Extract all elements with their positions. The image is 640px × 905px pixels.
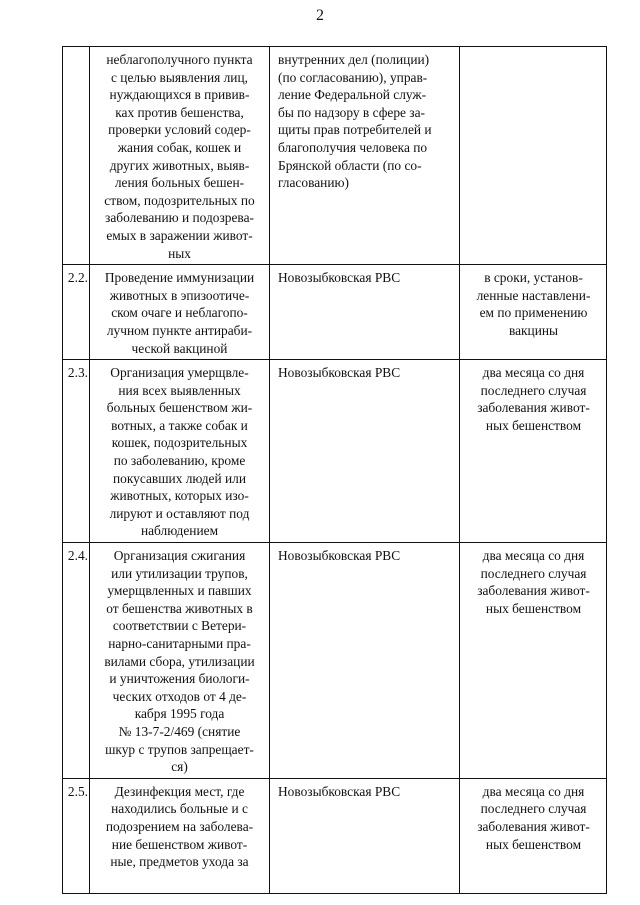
- responsible-executor: Новозыбковская РВС: [270, 360, 460, 543]
- measures-table: [62, 46, 607, 894]
- deadline: [460, 47, 607, 265]
- deadline: в сроки, установ- ленные наставлени- ем по применению вакцины: [460, 265, 607, 360]
- table-row: [63, 360, 607, 543]
- measure-description: Организация сжигания или утилизации трупов, умерщвленных и павших от бешенства животных в соответствии с Ветери- нарно-санитарными пра- вилами сбора, утилизации и уничтожения биологи- ческих отходов от 4 де- кабря 1995 года № 13-7-2/469 (снятие шкур с трупов запрещает- ся): [90, 543, 270, 779]
- table-row: [63, 543, 607, 779]
- page-number: 2: [316, 7, 324, 24]
- table-row: [63, 778, 607, 893]
- item-number: 2.3.: [63, 360, 90, 543]
- table-row: [63, 265, 607, 360]
- item-number: 2.2.: [63, 265, 90, 360]
- table-row: [63, 47, 607, 265]
- responsible-executor: Новозыбковская РВС: [270, 265, 460, 360]
- item-number: [63, 47, 90, 265]
- deadline: два месяца со дня последнего случая заболевания живот- ных бешенством: [460, 360, 607, 543]
- deadline: два месяца со дня последнего случая заболевания живот- ных бешенством: [460, 543, 607, 779]
- responsible-executor: Новозыбковская РВС: [270, 543, 460, 779]
- measure-description: Дезинфекция мест, где находились больные и с подозрением на заболева- ние бешенством живот- ные, предметов ухода за: [90, 778, 270, 893]
- measure-description: Организация умерщвле- ния всех выявленных больных бешенством жи- вотных, а также собак и кошек, подозрительных по заболеванию, кроме покусавших людей или животных, которых изо- лируют и оставляют под наблюдением: [90, 360, 270, 543]
- measure-description: Проведение иммунизации животных в эпизоотиче- ском очаге и неблагопо- лучном пункте антираби- ческой вакциной: [90, 265, 270, 360]
- deadline: два месяца со дня последнего случая заболевания живот- ных бешенством: [460, 778, 607, 893]
- responsible-executor: Новозыбковская РВС: [270, 778, 460, 893]
- measure-description: неблагополучного пункта с целью выявления лиц, нуждающихся в привив- ках против бешенства, проверки условий содер- жания собак, кошек и других животных, выяв- ления больных бешен- ством, подозрительных по заболеванию и подозрева- емых в заражении живот- ных: [90, 47, 270, 265]
- responsible-executor: внутренних дел (полиции) (по согласованию), управ- ление Федеральной служ- бы по надзору в сфере за- щиты прав потребителей и благополучия человека по Брянской области (по со- гласованию): [270, 47, 460, 265]
- item-number: 2.4.: [63, 543, 90, 779]
- item-number: 2.5.: [63, 778, 90, 893]
